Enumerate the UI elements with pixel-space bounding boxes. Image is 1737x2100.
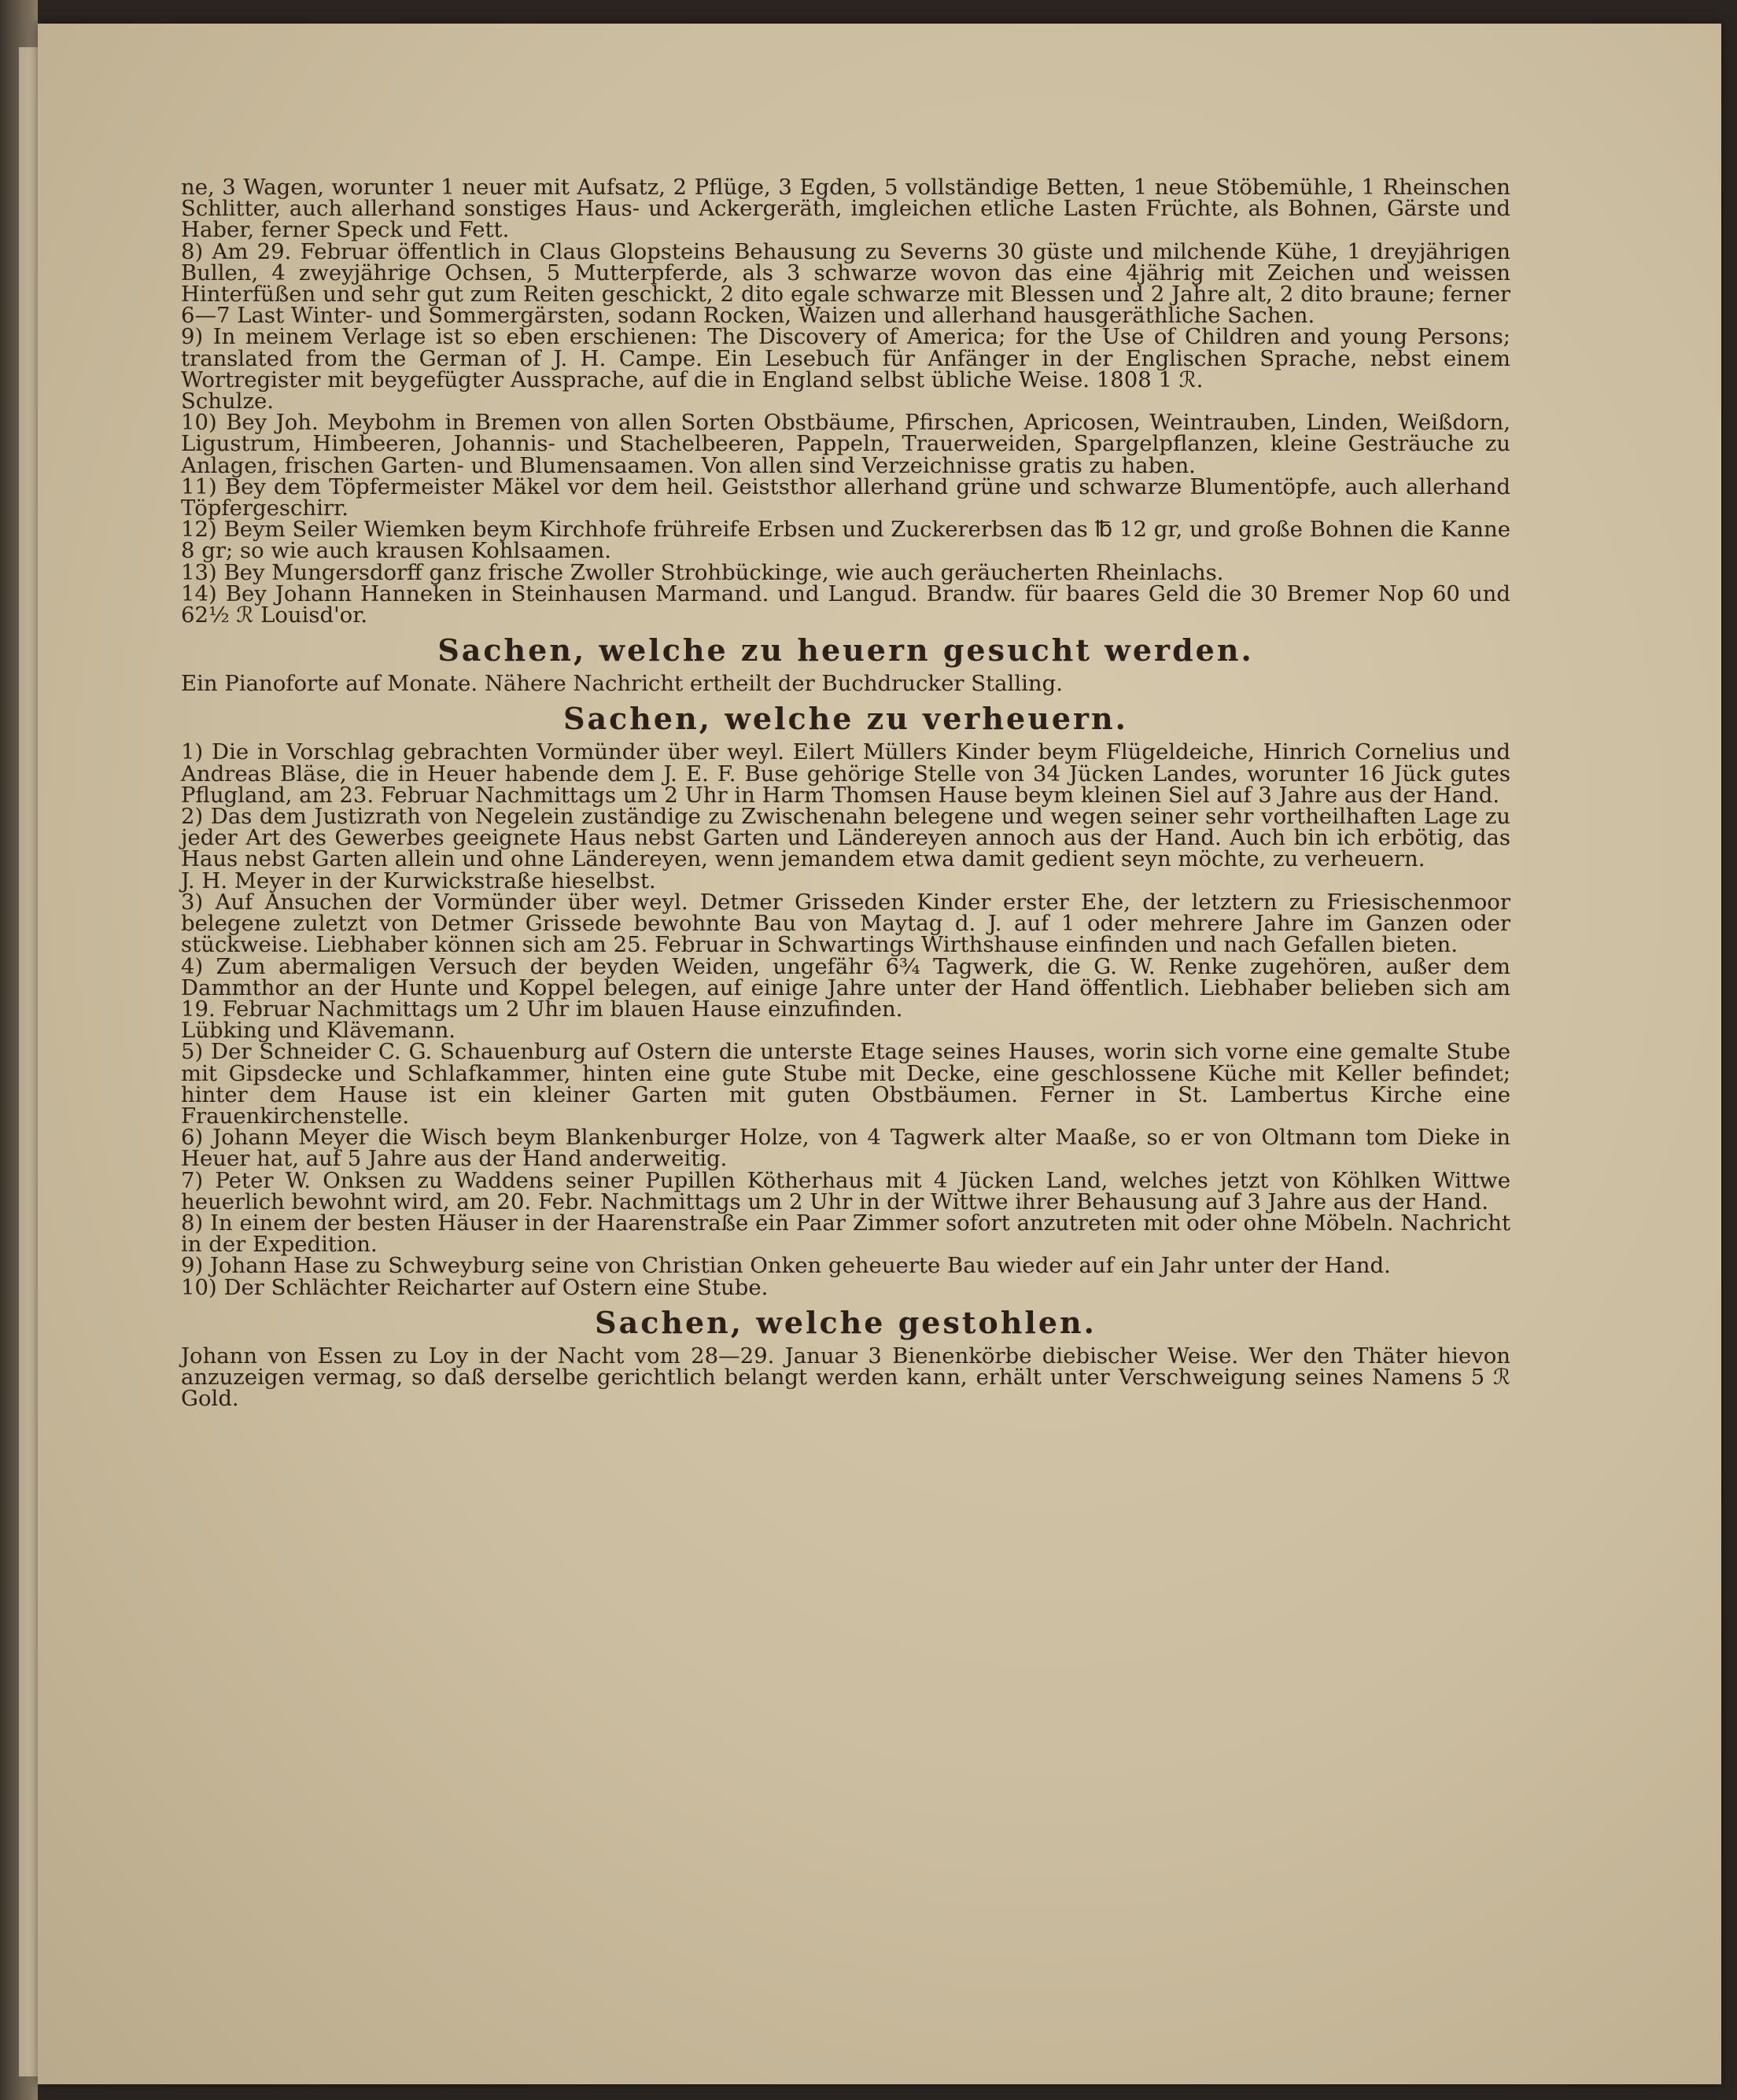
signature-schulze: Schulze. [181,389,274,414]
newspaper-page [38,24,1721,2084]
page-body [181,175,1510,1412]
let-8: 8) In einem der besten Häuser in der Haarenstraße ein Paar Zimmer sofort anzutreten mit oder ohne Möbeln. Nachricht in der Expedition. [181,1210,1510,1258]
heading-stolen: Sachen, welche gestohlen. [595,1304,1097,1340]
paragraph-continued: ne, 3 Wagen, worunter 1 neuer mit Aufsatz, 2 Pflüge, 3 Egden, 5 vollständige Betten, 1 neue Stöbemühle, 1 Rheinschen Schlitter, auch allerhand sonstiges Haus- und Ackergeräth, imgleichen etliche Lasten Früchte, als Bohnen, Gärste und Haber, ferner Speck und Fett. [181,175,1510,243]
let-10: 10) Der Schlächter Reicharter auf Ostern eine Stube. [181,1274,769,1300]
notice-11: 11) Bey dem Töpfermeister Mäkel vor dem heil. Geiststhor allerhand grüne und schwarze Blumentöpfe, auch allerhand Töpfergeschirr. [181,473,1510,521]
heading-wanted: Sachen, welche zu heuern gesucht werden. [437,632,1254,669]
notice-8: 8) Am 29. Februar öffentlich in Claus Glopsteins Behausung zu Severns 30 güste und milchende Kühe, 1 dreyjährigen Bullen, 4 zweyjährige Ochsen, 5 Mutterpferde, als 3 schwarze wovon das eine 4jährig mit Zeichen und weissen Hinterfüßen und sehr gut zum Reiten geschickt, 2 dito egale schwarze mit Blessen und 2 Jahre alt, 2 dito braune; ferner 6—7 Last Winter- und Sommergärsten, sodann Rocken, Waizen und allerhand hausgeräthliche Sachen. [181,238,1510,329]
signature-meyer: J. H. Meyer in der Kurwickstraße hieselbst. [181,868,656,893]
let-9: 9) Johann Hase zu Schweyburg seine von Christian Onken geheuerte Bau wieder auf ein Jahr unter der Hand. [181,1253,1391,1279]
notice-10: 10) Bey Joh. Meybohm in Bremen von allen Sorten Obstbäume, Pfirschen, Apricosen, Weintrauben, Linden, Weißdorn, Ligustrum, Himbeeren, Johannis- und Stachelbeeren, Pappeln, Trauerweiden, Spargelpflanzen, kleine Gesträuche zu Anlagen, frischen Garten- und Blumensaamen. Von allen sind Verzeichnisse gratis zu haben. [181,410,1510,478]
let-3: 3) Auf Ansuchen der Vormünder über weyl. Detmer Grisseden Kinder erster Ehe, der letztern zu Friesischenmoor belegene zuletzt von Detmer Grissede bewohnte Bau von Maytag d. J. auf 1 oder mehrere Jahre im Ganzen oder stückweise. Liebhaber können sich am 25. Februar in Schwartings Wirthshause einfinden und nach Gefallen bieten. [181,889,1510,958]
let-7: 7) Peter W. Onksen zu Waddens seiner Pupillen Kötherhaus mit 4 Jücken Land, welches jetzt von Köhlken Wittwe heuerlich bewohnt wird, am 20. Febr. Nachmittags um 2 Uhr in der Wittwe ihrer Behausung auf 3 Jahre aus der Hand. [181,1167,1510,1214]
let-4: 4) Zum abermaligen Versuch der beyden Weiden, ungefähr 6¾ Tagwerk, die G. W. Renke zugehören, außer dem Dammthor an der Hunte und Koppel belegen, auf einige Jahre unter der Hand öffentlich. Liebhaber belieben sich am 19. Februar Nachmittags um 2 Uhr im blauen Hause einzufinden. [181,953,1510,1022]
let-1: 1) Die in Vorschlag gebrachten Vormünder über weyl. Eilert Müllers Kinder beym Flügeldeiche, Hinrich Cornelius und Andreas Bläse, die in Heuer habende dem J. E. F. Buse gehörige Stelle von 34 Jücken Landes, worunter 16 Jück gutes Pflugland, am 23. Februar Nachmittags um 2 Uhr in Harm Thomsen Hause beym kleinen Siel auf 3 Jahre aus der Hand. [181,739,1510,808]
let-6: 6) Johann Meyer die Wisch beym Blankenburger Holze, von 4 Tagwerk alter Maaße, so er von Oltmann tom Dieke in Heuer hat, auf 5 Jahre aus der Hand anderweitig. [181,1125,1510,1172]
notice-14: 14) Bey Johann Hanneken in Steinhausen Marmand. und Langud. Brandw. für baares Geld die 30 Bremer Nop 60 und 62½ ℛ Louisd'or. [181,580,1510,628]
heading-to-let: Sachen, welche zu verheuern. [563,701,1128,737]
notice-12: 12) Beym Seiler Wiemken beym Kirchhofe frühreife Erbsen und Zuckererbsen das ℔ 12 gr, und große Bohnen die Kanne 8 gr; so wie auch krausen Kohlsaamen. [181,517,1510,564]
notice-13: 13) Bey Mungersdorff ganz frische Zwoller Strohbückinge, wie auch geräucherten Rheinlachs. [181,559,1224,585]
let-5: 5) Der Schneider C. G. Schauenburg auf Ostern die unterste Etage seines Hauses, worin sich vorne eine gemalte Stube mit Gipsdecke und Schlafkammer, hinten eine gute Stube mit Decke, eine geschlossene Küche mit Keller befindet; hinter dem Hause ist ein kleiner Garten mit guten Obstbäumen. Ferner in St. Lambertus Kirche eine Frauenkirchenstelle. [181,1039,1510,1129]
signature-luebking: Lübking und Klävemann. [181,1018,456,1044]
let-2: 2) Das dem Justizrath von Negelein zuständige zu Zwischenahn belegene und wegen seiner sehr vortheilhaften Lage zu jeder Art des Gewerbes geeignete Haus nebst Garten und Ländereyen annoch aus der Hand. Auch bin ich erbötig, das Haus nebst Garten allein und ohne Ländereyen, wenn jemandem etwa damit gedient seyn möchte, zu verheuern. [181,804,1510,872]
notice-wanted: Ein Pianoforte auf Monate. Nähere Nachricht ertheilt der Buchdrucker Stalling. [181,671,1063,697]
notice-stolen: Johann von Essen zu Loy in der Nacht vom 28—29. Januar 3 Bienenkörbe diebischer Weise. Wer den Thäter hievon anzuzeigen vermag, so daß derselbe gerichtlich belangt werden kann, erhält unter Verschweigung seines Namens 5 ℛ Gold. [181,1343,1510,1412]
notice-9: 9) In meinem Verlage ist so eben erschienen: The Discovery of America; for the Use of Children and young Persons; translated from the German of J. H. Campe. Ein Lesebuch für Anfänger in der Englischen Sprache, nebst einem Wortregister mit beygefügter Aussprache, auf die in England selbst übliche Weise. 1808 1 ℛ. [181,324,1510,392]
